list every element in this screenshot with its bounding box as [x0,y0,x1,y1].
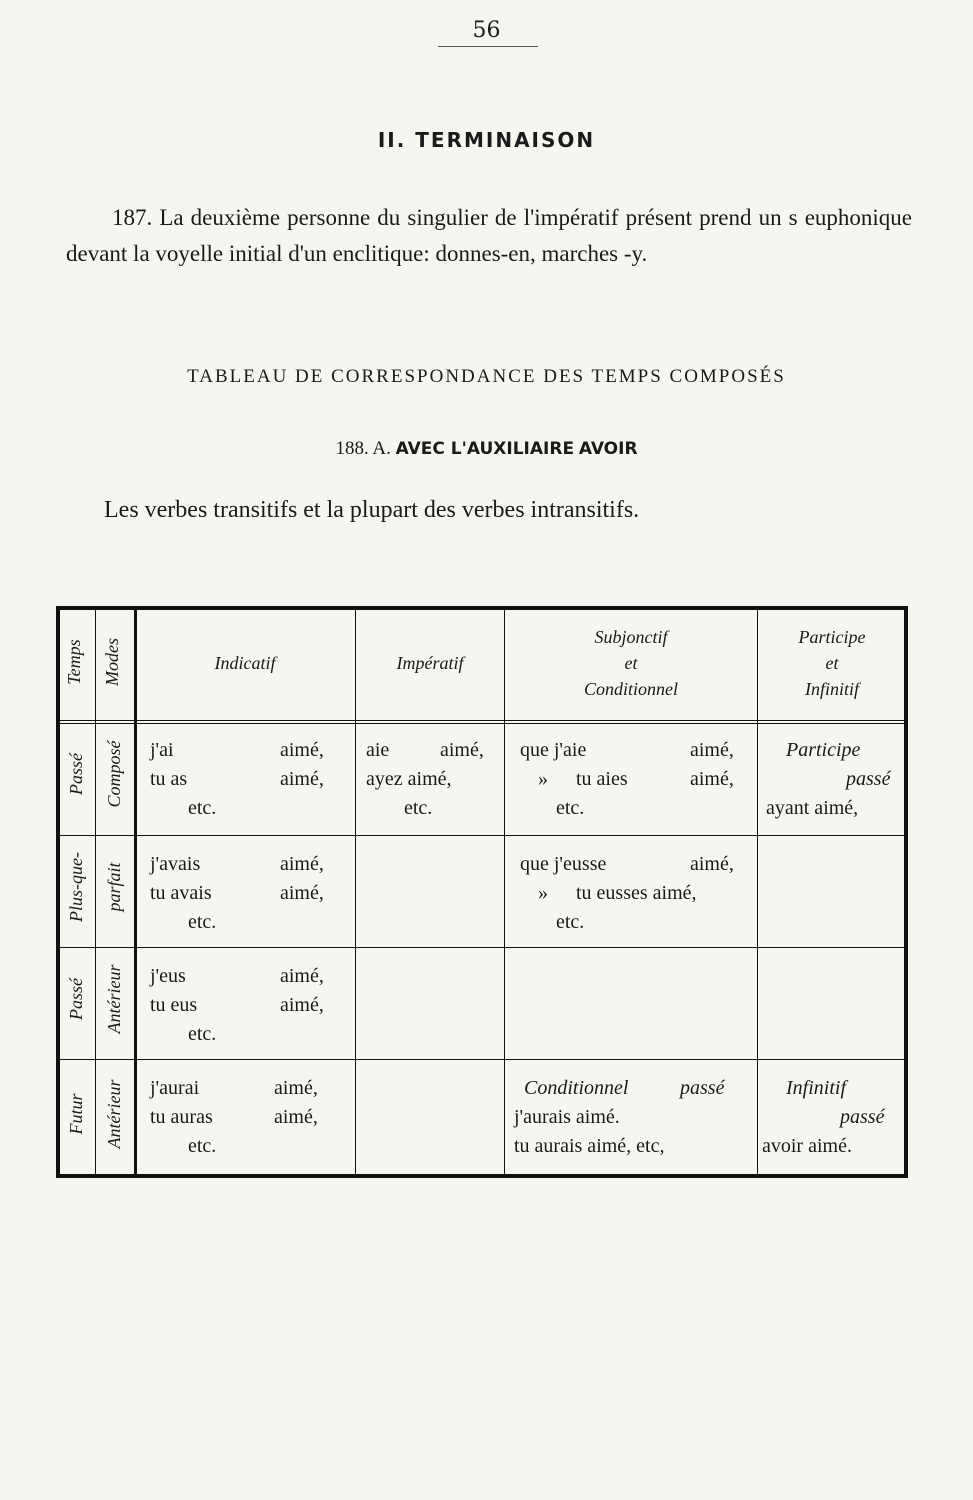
header-imperatif: Impératif [396,653,464,673]
participe-label: Infinitif [786,1077,846,1099]
indicatif-form: j'aurai [150,1077,200,1099]
row-temps: Futur [66,1093,86,1135]
col-divider [504,610,505,1174]
conjugation-table [56,606,908,1178]
indicatif-form: tu auras [150,1106,213,1128]
subjonctif-etc: etc. [556,911,585,933]
page-number: 56 [472,18,501,43]
indicatif-etc: etc. [188,1135,217,1157]
indicatif-participle: aimé, [280,882,324,904]
participe-label: passé [846,768,891,790]
row-modes: Antérieur [104,1079,124,1149]
paragraph-187 [66,200,912,272]
indicatif-form: tu avais [150,882,212,904]
paragraph-text: La deuxième personne du singulier de l'impératif présent prend un s euphonique devant la voyelle initial d'un enclitique: donnes-en, marches -y. [66,205,913,266]
subjonctif-participle: aimé, [690,739,734,761]
indicatif-form: j'avais [150,853,201,875]
indicatif-form: j'eus [150,965,186,987]
sub-heading-letter: A. [372,438,391,459]
imperatif-participle: aimé, [440,739,484,761]
col-divider [134,610,137,1174]
header-divider [60,720,904,724]
header-modes: Modes [102,638,122,686]
row-divider [60,1059,904,1060]
indicatif-participle: aimé, [274,1106,318,1128]
header-subjonctif-line: Conditionnel [584,679,678,699]
subjonctif-form: tu eusses aimé, [576,882,697,904]
row-modes: Composé [104,740,124,808]
row-temps: Passé [66,753,86,795]
participe-label: passé [840,1106,885,1128]
header-temps: Temps [64,639,84,685]
header-indicatif: Indicatif [214,653,276,673]
subjonctif-form: tu aies [576,768,628,790]
sub-heading-bold-word: AVOIR [578,439,638,459]
subjonctif-ditto: » [538,882,548,904]
subjonctif-participle: aimé, [690,768,734,790]
indicatif-form: tu eus [150,994,198,1016]
imperatif-form: aie [366,739,390,761]
sub-heading [0,438,973,460]
indicatif-etc: etc. [188,911,217,933]
header-participe-line: Participe [798,627,866,647]
col-divider [757,610,758,1174]
subjonctif-form: que j'eusse [520,853,607,875]
subjonctif-form: j'aurais aimé. [514,1106,620,1128]
indicatif-etc: etc. [188,1023,217,1045]
indicatif-participle: aimé, [280,994,324,1016]
header-participe-line: et [825,653,839,673]
subjonctif-form: que j'aie [520,739,587,761]
row-divider [60,835,904,836]
indicatif-form: tu as [150,768,188,790]
participe-form: avoir aimé. [762,1135,852,1157]
section-title: II. TERMINAISON [377,128,596,152]
subjonctif-form: tu aurais aimé, etc, [514,1135,665,1157]
row-temps: Passé [66,978,86,1020]
indicatif-etc: etc. [188,797,217,819]
page-number-rule [438,46,538,47]
subjonctif-label: passé [680,1077,725,1099]
indicatif-participle: aimé, [280,965,324,987]
indicatif-participle: aimé, [280,739,324,761]
col-divider [355,610,356,1174]
subjonctif-etc: etc. [556,797,585,819]
imperatif-form: ayez aimé, [366,768,452,790]
intro-text: Les verbes transitifs et la plupart des verbes intransitifs. [104,497,640,523]
header-subjonctif [506,624,756,702]
header-subjonctif-line: et [624,653,638,673]
row-temps: Plus-que- [66,852,86,922]
table-heading: TABLEAU DE CORRESPONDANCE DES TEMPS COMPOSÉS [187,366,786,387]
indicatif-participle: aimé, [274,1077,318,1099]
subjonctif-participle: aimé, [690,853,734,875]
participe-label: Participe [786,739,861,761]
header-participe-line: Infinitif [805,679,859,699]
indicatif-form: j'ai [150,739,174,761]
header-participe [759,624,905,702]
header-subjonctif-line: Subjonctif [594,627,668,647]
subjonctif-label: Conditionnel [524,1077,629,1099]
sub-heading-text: AVEC L'AUXILIAIRE [395,439,575,459]
paragraph-number: 187. [112,205,153,230]
row-divider [60,947,904,948]
indicatif-participle: aimé, [280,768,324,790]
imperatif-etc: etc. [404,797,433,819]
sub-heading-number: 188. [335,438,369,459]
row-modes: Antérieur [104,964,124,1034]
row-modes: parfait [104,862,124,912]
participe-form: ayant aimé, [766,797,859,819]
col-divider [95,610,96,1174]
indicatif-participle: aimé, [280,853,324,875]
subjonctif-ditto: » [538,768,548,790]
